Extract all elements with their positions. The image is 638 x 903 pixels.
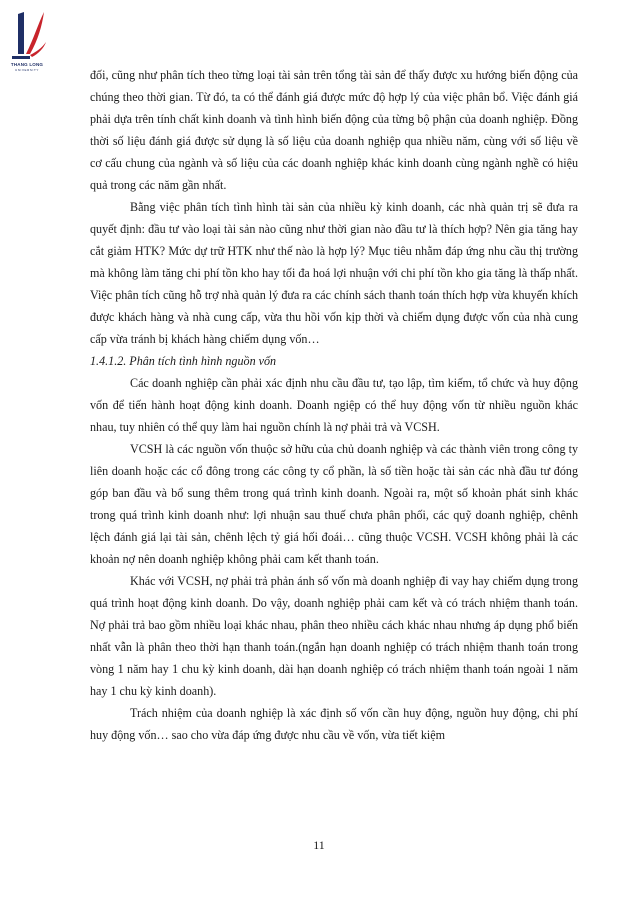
logo-subtitle: UNIVERSITY xyxy=(14,68,39,72)
paragraph-6: Trách nhiệm của doanh nghiệp là xác định số vốn cần huy động, nguồn huy động, chi phí huy động vốn… sao cho vừa đáp ứng được nhu cầu về vốn, vừa tiết kiệm xyxy=(90,706,578,742)
paragraph-5: Khác với VCSH, nợ phải trả phản ánh số vốn mà doanh nghiệp đi vay hay chiếm dụng trong quá trình hoạt động kinh doanh. Do vậy, doanh nghiệp phải cam kết và có trách nhiệm thanh toán. Nợ phải trả bao gồm nhiều loại khác nhau, phân theo nhiều cách khác nhau nhưng áp dụng phổ biến nhất vẫn là phân theo thời hạn thanh toán.(ngắn hạn doanh nghiệp có trách nhiệm thanh toán trong vòng 1 năm hay 1 chu kỳ kinh doanh, dài hạn doanh nghiệp có trách nhiệm thanh toán ngoài 1 năm hay 1 chu kỳ kinh doanh). xyxy=(90,574,578,698)
section-heading: 1.4.1.2. Phân tích tình hình nguồn vốn xyxy=(90,354,277,368)
logo-mark-icon xyxy=(4,8,50,62)
paragraph-1: đối, cũng như phân tích theo từng loại tài sản trên tổng tài sản để thấy được xu hướng biến động của chúng theo thời gian. Từ đó, ta có thể đánh giá được mức độ hợp lý của việc phân bổ. Việc đánh giá phải dựa trên tính chất kinh doanh và tình hình biến động của từng bộ phận của doanh nghiệp. Đồng thời số liệu đánh giá được sử dụng là số liệu của doanh nghiệp qua nhiều năm, cùng với số liệu về cơ cấu chung của ngành và số liệu của các doanh nghiệp khác kinh doanh cùng ngành nghề có hiệu quả trong các năm gần nhất. xyxy=(90,68,578,192)
page-number: 11 xyxy=(313,838,325,852)
paragraph-3: Các doanh nghiệp cần phải xác định nhu cầu đầu tư, tạo lập, tìm kiếm, tổ chức và huy động vốn để tiến hành hoạt động kinh doanh. Doanh ngiệp có thể huy động vốn từ nhiều nguồn khác nhau, tuy nhiên có thể quy làm hai nguồn chính là nợ phải trả và VCSH. xyxy=(90,376,578,434)
logo-name: THANG LONG xyxy=(10,62,44,67)
document-body xyxy=(90,64,578,746)
paragraph-2: Bằng việc phân tích tình hình tài sản của nhiều kỳ kinh doanh, các nhà quản trị sẽ đưa ra quyết định: đầu tư vào loại tài sản nào cũng như thời gian nào đầu tư là thích hợp? Nên gia tăng hay cắt giảm HTK? Mức dự trữ HTK như thế nào là hợp lý? Mục tiêu nhằm đáp ứng nhu cầu thị trường mà không làm tăng chi phí tồn kho hay tối đa hoá lợi nhuận với chi phí tồn kho gia tăng là thấp nhất. Việc phân tích cũng hỗ trợ nhà quản lý đưa ra các chính sách thanh toán thích hợp vừa khuyến khích được khách hàng và nhà cung cấp, vừa thu hồi vốn kịp thời và chiếm dụng được vốn của nhà cung cấp vừa tránh bị khách hàng chiếm dụng vốn… xyxy=(90,200,578,346)
university-logo xyxy=(4,8,50,74)
paragraph-4: VCSH là các nguồn vốn thuộc sở hữu của chủ doanh nghiệp và các thành viên trong công ty liên doanh hoặc các cổ đông trong các công ty cổ phần, là số tiền hoặc tài sản các nhà đầu tư đóng góp ban đầu và bổ sung thêm trong quá trình kinh doanh. Ngoài ra, một số khoản phát sinh khác trong quá trình kinh doanh như: lợi nhuận sau thuế chưa phân phối, các quỹ doanh nghiệp, chênh lệch đánh giá lại tài sản, chênh lệch tỷ giá hối đoái… cũng thuộc VCSH. VCSH không phải là các khoản nợ nên doanh nghiệp không phải cam kết thanh toán. xyxy=(90,442,578,566)
